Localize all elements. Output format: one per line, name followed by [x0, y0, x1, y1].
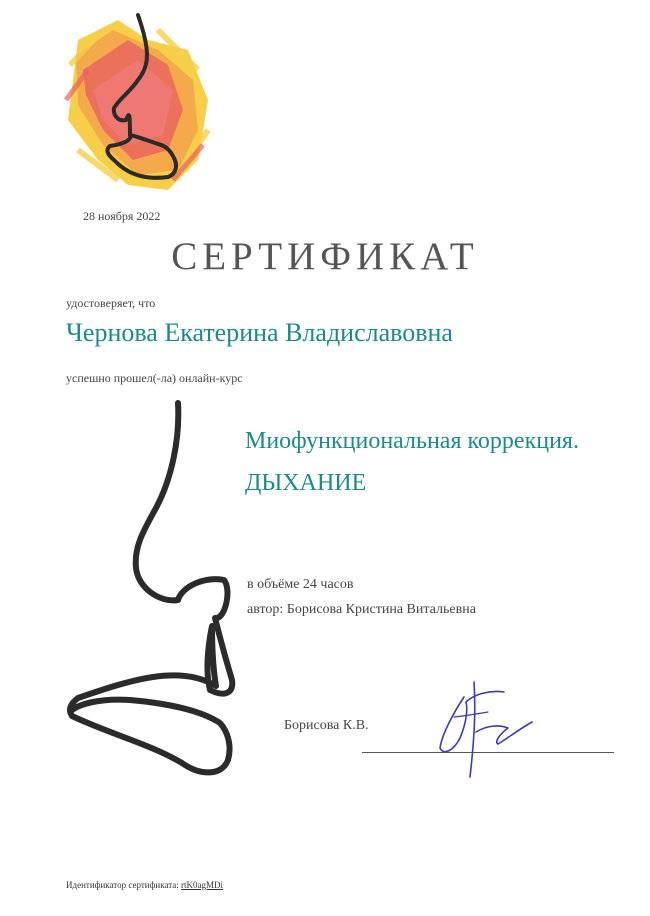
certificate-id-link[interactable]: rtK0agMDi: [181, 880, 224, 890]
course-author: автор: Борисова Кристина Витальевна: [247, 602, 476, 617]
completed-label: успешно прошел(-ла) онлайн-курс: [66, 371, 243, 385]
issue-date: 28 ноября 2022: [83, 209, 161, 223]
certificate-id-row: [66, 880, 223, 890]
course-title: [245, 420, 635, 504]
certifies-label: удостоверяет, что: [66, 296, 156, 310]
certificate-id-label: Идентификатор сертификата:: [66, 880, 182, 890]
certificate-title: СЕРТИФИКАТ: [171, 235, 479, 278]
signer-name: Борисова К.В.: [284, 718, 369, 733]
face-profile-line-art-icon: [60, 398, 250, 788]
course-title-line-2: ДЫХАНИЕ: [245, 470, 367, 496]
course-title-line-1: Миофункциональная коррекция.: [245, 428, 579, 454]
recipient-name: Чернова Екатерина Владиславовна: [66, 318, 453, 347]
course-hours: в объёме 24 часов: [247, 577, 354, 592]
handwritten-signature-icon: [414, 672, 544, 792]
logo-face-profile-icon: [58, 10, 218, 200]
